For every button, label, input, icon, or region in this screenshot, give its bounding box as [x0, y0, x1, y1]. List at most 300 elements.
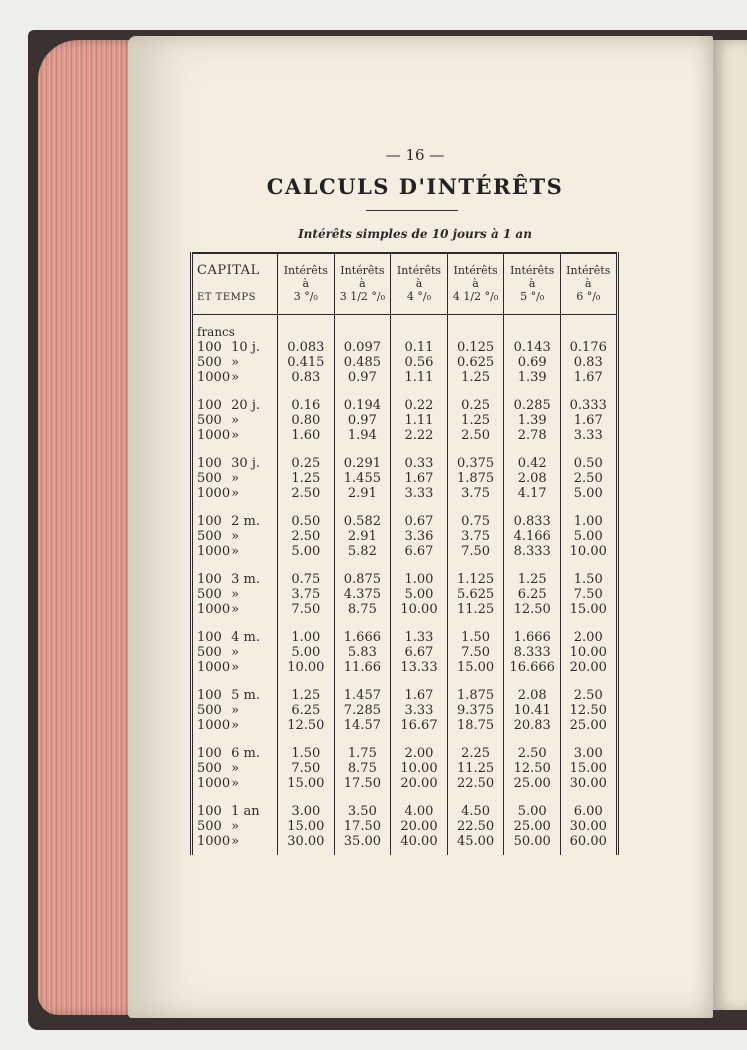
interest-value: 2.91: [347, 529, 377, 544]
interest-cell: [504, 443, 561, 501]
interest-value: 1.11: [404, 370, 434, 385]
interest-value: 3.75: [461, 486, 491, 501]
interest-value: 5.83: [347, 645, 377, 660]
interest-cell: [334, 675, 391, 733]
interest-cell: [334, 617, 391, 675]
capital-period: »: [231, 761, 240, 776]
interest-cell: [278, 443, 335, 501]
capital-period: 3 m.: [231, 572, 261, 587]
interest-cell: [504, 340, 561, 385]
interest-value: 8.75: [347, 602, 377, 617]
interest-cell: [278, 791, 335, 855]
table-row: [192, 733, 618, 791]
unit-row: [192, 315, 618, 341]
interest-cell: [504, 559, 561, 617]
capital-amount: 1000: [197, 718, 231, 733]
interest-value: 20.00: [569, 660, 607, 675]
capital-amount: 1000: [197, 602, 231, 617]
table-row: [192, 617, 618, 675]
interest-value: 0.25: [461, 398, 491, 413]
interest-value: 0.97: [347, 370, 377, 385]
capital-amount: 500: [197, 355, 222, 370]
capital-period: »: [231, 544, 240, 559]
interest-value: 10.00: [569, 645, 607, 660]
interest-value: 2.00: [573, 630, 603, 645]
interest-value: 3.00: [291, 804, 321, 819]
interest-value: 1.94: [347, 428, 377, 443]
capital-amount: 500: [197, 587, 222, 602]
header-row: [192, 253, 618, 315]
interest-cell: [504, 385, 561, 443]
page-edges: [38, 40, 138, 1015]
interest-cell: [278, 617, 335, 675]
table-row: [192, 443, 618, 501]
interest-cell: [391, 791, 448, 855]
interest-cell: [560, 617, 617, 675]
capital-cell: [192, 675, 278, 733]
interest-cell: [334, 340, 391, 385]
interest-value: 10.00: [400, 761, 438, 776]
header-rate-4-5: Intérêts à 4 1/2 °/₀: [447, 253, 504, 315]
interest-value: 22.50: [456, 776, 495, 791]
interest-value: 3.36: [404, 529, 434, 544]
interest-value: 1.50: [573, 572, 603, 587]
interest-cell: [278, 501, 335, 559]
interest-cell: [391, 501, 448, 559]
interest-value: 8.333: [513, 645, 551, 660]
interest-value: 35.00: [343, 834, 381, 849]
capital-amount: 500: [197, 645, 222, 660]
interest-cell: [447, 617, 504, 675]
interest-value: 17.50: [343, 776, 381, 791]
interest-cell: [447, 340, 504, 385]
capital-period: »: [231, 529, 240, 544]
interest-table: [190, 252, 619, 855]
interest-value: 1.00: [404, 572, 434, 587]
interest-value: 2.08: [517, 471, 547, 486]
interest-cell: [447, 675, 504, 733]
interest-cell: [560, 385, 617, 443]
table-row: [192, 559, 618, 617]
interest-cell: [560, 559, 617, 617]
interest-value: 16.666: [509, 660, 555, 675]
interest-value: 7.50: [291, 602, 321, 617]
interest-value: 3.33: [404, 703, 434, 718]
interest-value: 0.11: [404, 340, 434, 355]
interest-value: 1.11: [404, 413, 434, 428]
interest-value: 6.67: [404, 645, 434, 660]
interest-value: 12.50: [569, 703, 607, 718]
interest-value: 9.375: [456, 703, 495, 718]
interest-value: 1.666: [343, 630, 381, 645]
interest-cell: [334, 733, 391, 791]
interest-value: 1.25: [291, 471, 321, 486]
capital-cell: [192, 385, 278, 443]
capital-period: »: [231, 703, 240, 718]
capital-amount: 1000: [197, 370, 231, 385]
interest-cell: [447, 443, 504, 501]
interest-value: 1.33: [404, 630, 434, 645]
interest-value: 1.50: [461, 630, 491, 645]
interest-cell: [391, 675, 448, 733]
interest-value: 0.833: [513, 514, 551, 529]
interest-value: 0.33: [404, 456, 434, 471]
capital-period: »: [231, 718, 240, 733]
interest-cell: [391, 733, 448, 791]
interest-cell: [334, 791, 391, 855]
capital-amount: 100: [197, 456, 222, 471]
capital-period: »: [231, 471, 240, 486]
interest-value: 3.00: [573, 746, 603, 761]
interest-value: 0.75: [461, 514, 491, 529]
interest-value: 0.22: [404, 398, 434, 413]
capital-cell: [192, 340, 278, 385]
table-subtitle: Intérêts simples de 10 jours à 1 an: [298, 227, 532, 241]
interest-cell: [278, 559, 335, 617]
interest-value: 4.166: [513, 529, 551, 544]
capital-amount: 500: [197, 819, 222, 834]
interest-value: 3.75: [291, 587, 321, 602]
interest-value: 10.00: [287, 660, 325, 675]
interest-value: 1.457: [343, 688, 381, 703]
capital-amount: 100: [197, 630, 222, 645]
interest-value: 60.00: [569, 834, 607, 849]
facing-page: [713, 40, 747, 1010]
interest-value: 10.00: [569, 544, 607, 559]
interest-value: 0.69: [517, 355, 547, 370]
table-row: [192, 501, 618, 559]
table-row: [192, 340, 618, 385]
interest-cell: [278, 675, 335, 733]
interest-value: 5.82: [347, 544, 377, 559]
interest-value: 30.00: [287, 834, 325, 849]
capital-amount: 1000: [197, 486, 231, 501]
interest-value: 1.875: [456, 471, 495, 486]
capital-cell: [192, 733, 278, 791]
interest-value: 2.91: [347, 486, 377, 501]
interest-value: 12.50: [513, 761, 551, 776]
interest-value: 4.17: [517, 486, 547, 501]
interest-value: 2.50: [291, 486, 321, 501]
interest-value: 0.97: [347, 413, 377, 428]
interest-value: 4.50: [461, 804, 491, 819]
interest-value: 0.333: [569, 398, 607, 413]
interest-value: 22.50: [456, 819, 495, 834]
header-rate-4: Intérêts à 4 °/₀: [391, 253, 448, 315]
capital-period: 6 m.: [231, 746, 261, 761]
interest-value: 0.875: [343, 572, 381, 587]
interest-value: 3.75: [461, 529, 491, 544]
interest-value: 10.41: [513, 703, 551, 718]
interest-value: 5.625: [456, 587, 495, 602]
interest-value: 1.67: [404, 471, 434, 486]
header-capital: CAPITAL ET TEMPS: [192, 253, 278, 315]
interest-value: 6.25: [517, 587, 547, 602]
interest-value: 1.00: [573, 514, 603, 529]
interest-value: 2.25: [461, 746, 491, 761]
interest-value: 5.00: [404, 587, 434, 602]
page-title: CALCULS D'INTÉRÊTS: [266, 174, 564, 199]
table-row: [192, 791, 618, 855]
interest-value: 1.25: [461, 370, 491, 385]
capital-period: »: [231, 587, 240, 602]
interest-cell: [278, 340, 335, 385]
interest-value: 1.39: [517, 370, 547, 385]
header-rate-3: Intérêts à 3 °/₀: [278, 253, 335, 315]
interest-value: 11.25: [456, 602, 495, 617]
interest-value: 50.00: [513, 834, 551, 849]
interest-value: 0.143: [513, 340, 551, 355]
interest-value: 0.67: [404, 514, 434, 529]
interest-value: 6.67: [404, 544, 434, 559]
interest-cell: [447, 385, 504, 443]
capital-amount: 1000: [197, 834, 231, 849]
interest-value: 0.50: [573, 456, 603, 471]
interest-value: 0.582: [343, 514, 381, 529]
interest-value: 1.25: [291, 688, 321, 703]
interest-cell: [560, 675, 617, 733]
interest-cell: [504, 675, 561, 733]
interest-value: 2.22: [404, 428, 434, 443]
capital-period: »: [231, 834, 240, 849]
interest-value: 1.25: [461, 413, 491, 428]
header-rate-6: Intérêts à 6 °/₀: [560, 253, 617, 315]
table-row: [192, 675, 618, 733]
interest-cell: [447, 791, 504, 855]
interest-value: 0.80: [291, 413, 321, 428]
interest-value: 3.33: [404, 486, 434, 501]
interest-value: 0.176: [569, 340, 607, 355]
interest-value: 7.50: [291, 761, 321, 776]
interest-value: 0.16: [291, 398, 321, 413]
capital-period: 2 m.: [231, 514, 261, 529]
page-number: — 16 —: [385, 146, 445, 164]
interest-value: 18.75: [456, 718, 495, 733]
title-rule: [366, 210, 458, 211]
interest-cell: [560, 340, 617, 385]
interest-value: 0.42: [517, 456, 547, 471]
interest-value: 7.285: [343, 703, 381, 718]
capital-cell: [192, 559, 278, 617]
interest-value: 4.00: [404, 804, 434, 819]
interest-value: 2.50: [517, 746, 547, 761]
interest-value: 15.00: [287, 819, 325, 834]
capital-period: »: [231, 370, 240, 385]
capital-amount: 1000: [197, 544, 231, 559]
interest-cell: [504, 501, 561, 559]
header-rate-5: Intérêts à 5 °/₀: [504, 253, 561, 315]
interest-value: 5.00: [291, 645, 321, 660]
interest-value: 7.50: [461, 645, 491, 660]
interest-value: 8.333: [513, 544, 551, 559]
capital-period: »: [231, 660, 240, 675]
capital-amount: 100: [197, 398, 222, 413]
capital-period: »: [231, 602, 240, 617]
interest-value: 5.00: [291, 544, 321, 559]
interest-cell: [447, 501, 504, 559]
interest-value: 5.00: [573, 529, 603, 544]
capital-amount: 1000: [197, 776, 231, 791]
interest-cell: [447, 559, 504, 617]
capital-period: »: [231, 355, 240, 370]
interest-value: 10.00: [400, 602, 438, 617]
interest-cell: [278, 385, 335, 443]
interest-value: 1.60: [291, 428, 321, 443]
interest-value: 7.50: [573, 587, 603, 602]
interest-cell: [391, 385, 448, 443]
interest-cell: [334, 443, 391, 501]
capital-amount: 1000: [197, 428, 231, 443]
interest-cell: [447, 733, 504, 791]
table-row: [192, 385, 618, 443]
interest-value: 1.125: [456, 572, 495, 587]
capital-period: 4 m.: [231, 630, 261, 645]
capital-cell: [192, 617, 278, 675]
interest-value: 2.00: [404, 746, 434, 761]
interest-value: 12.50: [513, 602, 551, 617]
capital-period: »: [231, 819, 240, 834]
interest-value: 0.291: [343, 456, 381, 471]
interest-value: 25.00: [569, 718, 607, 733]
interest-value: 30.00: [569, 819, 607, 834]
interest-value: 15.00: [456, 660, 495, 675]
interest-value: 0.56: [404, 355, 434, 370]
capital-period: 1 an: [231, 804, 260, 819]
interest-value: 1.67: [404, 688, 434, 703]
interest-value: 15.00: [569, 761, 607, 776]
interest-value: 45.00: [456, 834, 495, 849]
capital-amount: 500: [197, 413, 222, 428]
interest-value: 0.25: [291, 456, 321, 471]
interest-value: 0.125: [456, 340, 495, 355]
interest-value: 0.75: [291, 572, 321, 587]
capital-period: »: [231, 413, 240, 428]
interest-cell: [391, 559, 448, 617]
capital-period: 20 j.: [231, 398, 260, 413]
interest-value: 1.50: [291, 746, 321, 761]
interest-value: 25.00: [513, 776, 551, 791]
interest-value: 1.875: [456, 688, 495, 703]
interest-value: 1.67: [573, 413, 603, 428]
interest-value: 3.50: [347, 804, 377, 819]
interest-value: 0.285: [513, 398, 551, 413]
header-rate-3-5: Intérêts à 3 1/2 °/₀: [334, 253, 391, 315]
interest-value: 2.08: [517, 688, 547, 703]
interest-value: 20.00: [400, 819, 438, 834]
capital-amount: 1000: [197, 660, 231, 675]
interest-value: 5.00: [517, 804, 547, 819]
capital-amount: 500: [197, 703, 222, 718]
interest-value: 8.75: [347, 761, 377, 776]
interest-value: 2.50: [291, 529, 321, 544]
interest-value: 14.57: [343, 718, 381, 733]
interest-value: 2.78: [517, 428, 547, 443]
interest-cell: [278, 733, 335, 791]
interest-value: 3.33: [573, 428, 603, 443]
interest-value: 0.50: [291, 514, 321, 529]
capital-period: »: [231, 486, 240, 501]
interest-value: 0.194: [343, 398, 381, 413]
interest-value: 25.00: [513, 819, 551, 834]
capital-amount: 500: [197, 529, 222, 544]
interest-value: 15.00: [287, 776, 325, 791]
capital-cell: [192, 791, 278, 855]
interest-value: 2.50: [573, 688, 603, 703]
interest-value: 1.75: [347, 746, 377, 761]
interest-value: 0.415: [287, 355, 325, 370]
interest-value: 1.00: [291, 630, 321, 645]
interest-value: 15.00: [569, 602, 607, 617]
interest-value: 1.666: [513, 630, 551, 645]
capital-amount: 100: [197, 514, 222, 529]
interest-value: 4.375: [343, 587, 381, 602]
interest-value: 11.25: [456, 761, 495, 776]
interest-value: 1.25: [517, 572, 547, 587]
interest-cell: [560, 733, 617, 791]
interest-value: 1.67: [573, 370, 603, 385]
interest-cell: [391, 340, 448, 385]
interest-cell: [334, 559, 391, 617]
capital-cell: [192, 501, 278, 559]
interest-cell: [560, 443, 617, 501]
interest-value: 6.00: [573, 804, 603, 819]
capital-period: 30 j.: [231, 456, 260, 471]
capital-amount: 500: [197, 761, 222, 776]
interest-cell: [560, 501, 617, 559]
interest-value: 20.83: [513, 718, 551, 733]
capital-amount: 100: [197, 688, 222, 703]
interest-value: 0.83: [573, 355, 603, 370]
interest-value: 5.00: [573, 486, 603, 501]
interest-value: 13.33: [400, 660, 438, 675]
interest-cell: [334, 385, 391, 443]
interest-value: 16.67: [400, 718, 438, 733]
interest-value: 0.625: [456, 355, 495, 370]
interest-value: 1.455: [343, 471, 381, 486]
interest-cell: [504, 791, 561, 855]
interest-value: 1.39: [517, 413, 547, 428]
capital-period: »: [231, 776, 240, 791]
interest-cell: [391, 617, 448, 675]
interest-value: 0.083: [287, 340, 325, 355]
capital-amount: 100: [197, 340, 222, 355]
interest-value: 20.00: [400, 776, 438, 791]
interest-value: 7.50: [461, 544, 491, 559]
capital-amount: 100: [197, 746, 222, 761]
capital-amount: 100: [197, 804, 222, 819]
interest-cell: [504, 733, 561, 791]
interest-value: 0.83: [291, 370, 321, 385]
capital-amount: 500: [197, 471, 222, 486]
interest-value: 11.66: [343, 660, 381, 675]
unit-label: francs: [197, 325, 235, 339]
interest-cell: [504, 617, 561, 675]
interest-value: 17.50: [343, 819, 381, 834]
capital-period: 5 m.: [231, 688, 261, 703]
interest-value: 2.50: [461, 428, 491, 443]
capital-period: »: [231, 645, 240, 660]
interest-cell: [334, 501, 391, 559]
interest-value: 40.00: [400, 834, 438, 849]
interest-cell: [560, 791, 617, 855]
interest-value: 0.097: [343, 340, 381, 355]
capital-amount: 100: [197, 572, 222, 587]
interest-cell: [391, 443, 448, 501]
interest-value: 6.25: [291, 703, 321, 718]
capital-period: »: [231, 428, 240, 443]
capital-cell: [192, 443, 278, 501]
interest-value: 30.00: [569, 776, 607, 791]
